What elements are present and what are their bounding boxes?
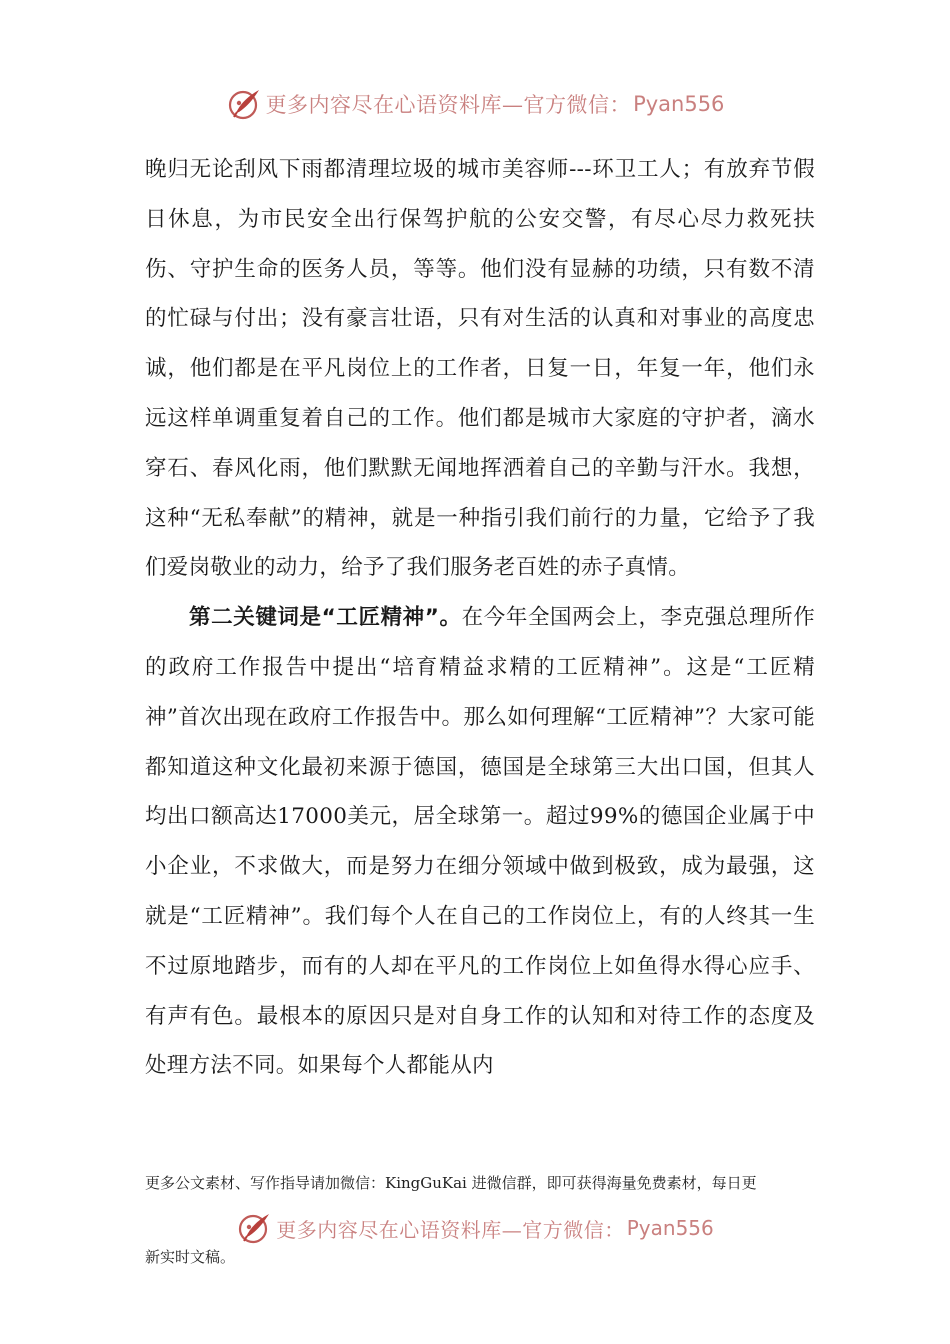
watermark-header <box>0 82 950 126</box>
watermark-text: 更多内容尽在心语资料库—官方微信： <box>265 93 632 117</box>
document-body <box>145 145 815 1091</box>
paragraph-2 <box>145 593 815 1091</box>
watermark-text: 更多内容尽在心语资料库—官方微信： <box>276 1217 625 1242</box>
keyword-heading: 第二关键词是“工匠精神”。 <box>189 605 462 631</box>
quill-logo-icon <box>226 86 262 122</box>
footer-note-line-1: 更多公文素材、写作指导请加微信：KingGuKai 进微信群，即可获得海量免费素材，每日更 <box>145 1174 757 1192</box>
watermark-footer <box>0 1206 950 1250</box>
paragraph-1: 晚归无论刮风下雨都清理垃圾的城市美容师---环卫工人；有放弃节假日休息，为市民安全出行保驾护航的公安交警，有尽心尽力救死扶伤、守护生命的医务人员，等等。他们没有显赫的功绩，只有数不清的忙碌与付出；没有豪言壮语，只有对生活的认真和对事业的高度忠诚，他们都是在平凡岗位上的工作者，日复一日，年复一年，他们永远这样单调重复着自己的工作。他们都是城市大家庭的守护者，滴水穿石、春风化雨，他们默默无闻地挥洒着自己的辛勤与汗水。我想，这种“无私奉献”的精神，就是一种指引我们前行的力量，它给予了我们爱岗敬业的动力，给予了我们服务老百姓的赤子真情。 <box>145 157 815 581</box>
watermark-id: Pyan556 <box>633 92 725 116</box>
footer-note-line-2: 新实时文稿。 <box>145 1248 236 1266</box>
watermark-id: Pyan556 <box>626 1216 714 1240</box>
quill-logo-icon <box>236 1210 272 1246</box>
paragraph-2-text: 在今年全国两会上，李克强总理所作的政府工作报告中提出“培育精益求精的工匠精神”。这是“工匠精神”首次出现在政府工作报告中。那么如何理解“工匠精神”？大家可能都知道这种文化最初来源于德国，德国是全球第三大出口国，但其人均出口额高达17000美元，居全球第一。超过99%的德国企业属于中小企业，不求做大，而是努力在细分领域中做到极致，成为最强，这就是“工匠精神”。我们每个人在自己的工作岗位上，有的人终其一生不过原地踏步，而有的人却在平凡的工作岗位上如鱼得水得心应手、有声有色。最根本的原因只是对自身工作的认知和对待工作的态度及处理方法不同。如果每个人都能从内 <box>145 605 815 1079</box>
